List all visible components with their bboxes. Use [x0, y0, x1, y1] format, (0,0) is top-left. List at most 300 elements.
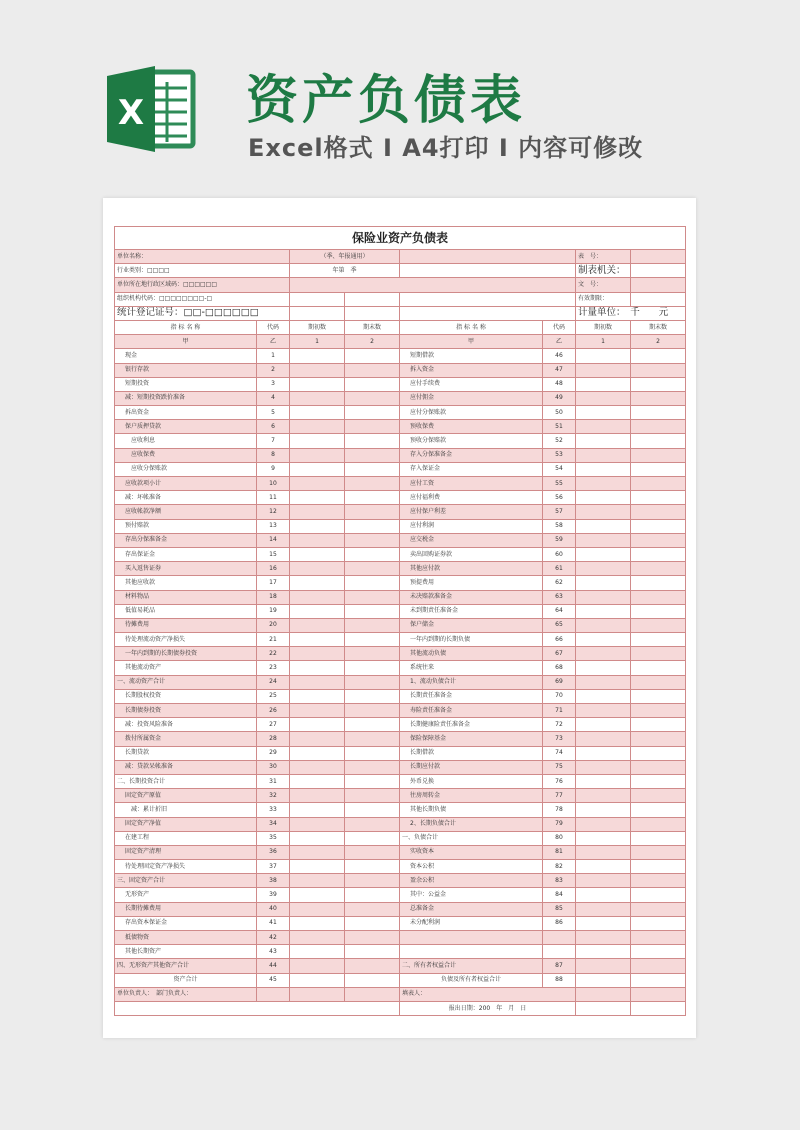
liability-item-label: 其他应付款 — [400, 562, 543, 576]
liability-begin-cell — [576, 789, 631, 803]
asset-item-label: 其他长期资产 — [115, 945, 257, 959]
asset-begin-cell — [290, 618, 345, 632]
asset-item-code: 12 — [257, 505, 290, 519]
liability-item-label: 短期借款 — [400, 349, 543, 363]
header-one-right: 1 — [576, 335, 631, 349]
asset-begin-cell — [290, 718, 345, 732]
asset-item-label: 固定资产净值 — [115, 817, 257, 831]
table-row — [115, 916, 686, 930]
liability-end-cell — [631, 704, 686, 718]
liability-item-label: 寿险责任准备金 — [400, 704, 543, 718]
liability-end-cell — [631, 391, 686, 405]
liability-item-label: 其中：公益金 — [400, 888, 543, 902]
template-banner — [0, 0, 800, 185]
asset-end-cell — [345, 647, 400, 661]
liability-begin-cell — [576, 888, 631, 902]
liability-item-label: 存入保证金 — [400, 462, 543, 476]
asset-end-cell — [345, 477, 400, 491]
liability-begin-cell — [576, 973, 631, 987]
asset-begin-cell — [290, 689, 345, 703]
asset-item-label: 长期待摊费用 — [115, 902, 257, 916]
liability-begin-cell — [576, 931, 631, 945]
asset-begin-cell — [290, 477, 345, 491]
liability-end-cell — [631, 959, 686, 973]
org-code-label: 组织机构代码：□□□□□□□□-□ — [115, 292, 290, 306]
liability-begin-cell — [576, 774, 631, 788]
asset-begin-cell — [290, 973, 345, 987]
header-begin-left: 期初数 — [290, 320, 345, 334]
header-two-right: 2 — [631, 335, 686, 349]
liability-item-code: 84 — [543, 888, 576, 902]
liability-begin-cell — [576, 533, 631, 547]
liability-begin-cell — [576, 519, 631, 533]
header-yi-right: 乙 — [543, 335, 576, 349]
asset-item-label: 长期贷款 — [115, 746, 257, 760]
liability-item-label — [400, 945, 543, 959]
liability-begin-cell — [576, 349, 631, 363]
liability-item-code: 86 — [543, 916, 576, 930]
asset-item-label: 资产合计 — [115, 973, 257, 987]
asset-item-code: 33 — [257, 803, 290, 817]
asset-item-label: 减：贷款呆帐准备 — [115, 760, 257, 774]
table-row — [115, 718, 686, 732]
asset-item-code: 38 — [257, 874, 290, 888]
liability-begin-cell — [576, 803, 631, 817]
asset-item-label: 应收利息 — [115, 434, 257, 448]
table-row — [115, 406, 686, 420]
doc-no-label: 文 号： — [576, 278, 631, 292]
liability-begin-cell — [576, 491, 631, 505]
header-yi-left: 乙 — [257, 335, 290, 349]
asset-begin-cell — [290, 888, 345, 902]
liability-end-cell — [631, 590, 686, 604]
asset-end-cell — [345, 916, 400, 930]
liability-begin-cell — [576, 406, 631, 420]
liability-item-code: 78 — [543, 803, 576, 817]
table-row — [115, 845, 686, 859]
liability-item-label: 其他长期负债 — [400, 803, 543, 817]
liability-item-label — [400, 931, 543, 945]
liability-end-cell — [631, 973, 686, 987]
liability-item-code — [543, 945, 576, 959]
header-begin-right: 期初数 — [576, 320, 631, 334]
liability-item-label: 应付分保账款 — [400, 406, 543, 420]
asset-begin-cell — [290, 902, 345, 916]
asset-begin-cell — [290, 448, 345, 462]
liability-item-code: 69 — [543, 675, 576, 689]
liability-end-cell — [631, 945, 686, 959]
asset-item-code: 40 — [257, 902, 290, 916]
asset-begin-cell — [290, 845, 345, 859]
liability-begin-cell — [576, 462, 631, 476]
liability-item-label: 资本公积 — [400, 860, 543, 874]
asset-begin-cell — [290, 661, 345, 675]
asset-end-cell — [345, 533, 400, 547]
asset-end-cell — [345, 888, 400, 902]
asset-begin-cell — [290, 547, 345, 561]
liability-begin-cell — [576, 902, 631, 916]
stat-reg-label: 统计登记证号：□□-□□□□□□ — [115, 306, 290, 320]
header-code-left: 代码 — [257, 320, 290, 334]
asset-begin-cell — [290, 945, 345, 959]
table-row — [115, 633, 686, 647]
asset-item-code: 30 — [257, 760, 290, 774]
header-jia-right: 甲 — [400, 335, 543, 349]
liability-item-code: 83 — [543, 874, 576, 888]
asset-item-code: 3 — [257, 377, 290, 391]
asset-item-code: 29 — [257, 746, 290, 760]
liability-end-cell — [631, 576, 686, 590]
table-row — [115, 420, 686, 434]
liability-item-label: 预收保费 — [400, 420, 543, 434]
liability-item-code: 52 — [543, 434, 576, 448]
asset-end-cell — [345, 576, 400, 590]
liability-end-cell — [631, 604, 686, 618]
asset-begin-cell — [290, 576, 345, 590]
liability-begin-cell — [576, 633, 631, 647]
asset-end-cell — [345, 732, 400, 746]
asset-begin-cell — [290, 391, 345, 405]
liability-item-code: 82 — [543, 860, 576, 874]
table-row — [115, 462, 686, 476]
asset-begin-cell — [290, 349, 345, 363]
asset-end-cell — [345, 562, 400, 576]
asset-item-label: 四、无形资产其他资产合计 — [115, 959, 257, 973]
liability-end-cell — [631, 491, 686, 505]
liability-item-label: 应付工资 — [400, 477, 543, 491]
liability-item-code: 80 — [543, 831, 576, 845]
asset-end-cell — [345, 519, 400, 533]
asset-end-cell — [345, 391, 400, 405]
liability-end-cell — [631, 760, 686, 774]
table-row — [115, 477, 686, 491]
liability-end-cell — [631, 519, 686, 533]
liability-item-label: 长期健康险责任准备金 — [400, 718, 543, 732]
table-row — [115, 647, 686, 661]
banner-title: 资产负债表 — [246, 71, 527, 131]
asset-item-label: 待处理流动资产净损失 — [115, 633, 257, 647]
asset-item-label: 保户质押贷款 — [115, 420, 257, 434]
asset-begin-cell — [290, 533, 345, 547]
asset-end-cell — [345, 491, 400, 505]
liability-item-label: 往房周转金 — [400, 789, 543, 803]
table-row — [115, 874, 686, 888]
liability-end-cell — [631, 902, 686, 916]
asset-item-code: 34 — [257, 817, 290, 831]
asset-item-label: 一年内到期的长期债券投资 — [115, 647, 257, 661]
filler-label: 填表人： — [400, 987, 576, 1001]
liability-end-cell — [631, 349, 686, 363]
liability-begin-cell — [576, 746, 631, 760]
liability-begin-cell — [576, 817, 631, 831]
asset-begin-cell — [290, 505, 345, 519]
asset-item-label: 无形资产 — [115, 888, 257, 902]
asset-item-label: 材料物品 — [115, 590, 257, 604]
asset-end-cell — [345, 618, 400, 632]
liability-end-cell — [631, 406, 686, 420]
liability-begin-cell — [576, 874, 631, 888]
table-row — [115, 789, 686, 803]
asset-end-cell — [345, 675, 400, 689]
liability-item-code: 60 — [543, 547, 576, 561]
liability-item-label: 应付福利费 — [400, 491, 543, 505]
asset-end-cell — [345, 803, 400, 817]
asset-item-code: 44 — [257, 959, 290, 973]
asset-begin-cell — [290, 746, 345, 760]
table-row — [115, 860, 686, 874]
liability-begin-cell — [576, 505, 631, 519]
liability-item-label: 长期借款 — [400, 746, 543, 760]
asset-item-label: 长期股权投资 — [115, 689, 257, 703]
liability-end-cell — [631, 774, 686, 788]
asset-item-label: 固定资产清理 — [115, 845, 257, 859]
liability-end-cell — [631, 505, 686, 519]
liability-item-code: 66 — [543, 633, 576, 647]
table-row — [115, 590, 686, 604]
liability-item-label: 保户储金 — [400, 618, 543, 632]
liability-item-label: 外币兑换 — [400, 774, 543, 788]
table-row — [115, 973, 686, 987]
asset-item-label: 应收分保账款 — [115, 462, 257, 476]
liability-end-cell — [631, 916, 686, 930]
asset-begin-cell — [290, 377, 345, 391]
liability-end-cell — [631, 661, 686, 675]
asset-item-label: 三、固定资产合计 — [115, 874, 257, 888]
table-row — [115, 661, 686, 675]
asset-item-label: 减：累计折旧 — [115, 803, 257, 817]
asset-begin-cell — [290, 491, 345, 505]
asset-item-code: 20 — [257, 618, 290, 632]
asset-item-label: 现金 — [115, 349, 257, 363]
asset-item-label: 拨付所属资金 — [115, 732, 257, 746]
table-row — [115, 732, 686, 746]
asset-end-cell — [345, 704, 400, 718]
liability-end-cell — [631, 845, 686, 859]
asset-item-code: 36 — [257, 845, 290, 859]
asset-item-label: 预付赔款 — [115, 519, 257, 533]
liability-item-code: 54 — [543, 462, 576, 476]
liability-item-label: 应付保户利差 — [400, 505, 543, 519]
table-row — [115, 817, 686, 831]
asset-item-label: 二、长期投资合计 — [115, 774, 257, 788]
asset-item-code: 22 — [257, 647, 290, 661]
liability-item-code: 81 — [543, 845, 576, 859]
liability-item-code: 70 — [543, 689, 576, 703]
table-row — [115, 675, 686, 689]
liability-begin-cell — [576, 732, 631, 746]
asset-begin-cell — [290, 817, 345, 831]
liability-end-cell — [631, 477, 686, 491]
asset-item-code: 7 — [257, 434, 290, 448]
asset-item-label: 减：短期投资跌价准备 — [115, 391, 257, 405]
liability-item-code: 47 — [543, 363, 576, 377]
liability-begin-cell — [576, 434, 631, 448]
liability-item-code: 59 — [543, 533, 576, 547]
table-row — [115, 618, 686, 632]
asset-end-cell — [345, 420, 400, 434]
liability-end-cell — [631, 874, 686, 888]
sheet-title: 保险业资产负债表 — [115, 227, 686, 250]
liability-begin-cell — [576, 477, 631, 491]
asset-begin-cell — [290, 959, 345, 973]
table-row — [115, 434, 686, 448]
header-end-left: 期末数 — [345, 320, 400, 334]
asset-end-cell — [345, 377, 400, 391]
header-end-right: 期末数 — [631, 320, 686, 334]
asset-end-cell — [345, 931, 400, 945]
asset-item-code: 1 — [257, 349, 290, 363]
asset-item-code: 41 — [257, 916, 290, 930]
asset-item-code: 9 — [257, 462, 290, 476]
asset-item-code: 19 — [257, 604, 290, 618]
table-row — [115, 562, 686, 576]
asset-end-cell — [345, 845, 400, 859]
liability-item-label: 预提费用 — [400, 576, 543, 590]
asset-begin-cell — [290, 462, 345, 476]
header-one-left: 1 — [290, 335, 345, 349]
asset-end-cell — [345, 973, 400, 987]
liability-begin-cell — [576, 363, 631, 377]
table-row — [115, 803, 686, 817]
asset-end-cell — [345, 959, 400, 973]
asset-end-cell — [345, 689, 400, 703]
asset-item-code: 25 — [257, 689, 290, 703]
region-code-label: 单位所在地行政区域码：□□□□□□ — [115, 278, 290, 292]
liability-end-cell — [631, 434, 686, 448]
asset-begin-cell — [290, 732, 345, 746]
liability-item-code: 58 — [543, 519, 576, 533]
liability-begin-cell — [576, 860, 631, 874]
document-page — [103, 198, 696, 1038]
asset-end-cell — [345, 633, 400, 647]
asset-begin-cell — [290, 760, 345, 774]
asset-item-label: 其他应收款 — [115, 576, 257, 590]
liability-item-label: 预收分保赔款 — [400, 434, 543, 448]
asset-begin-cell — [290, 774, 345, 788]
liability-item-code: 51 — [543, 420, 576, 434]
liability-item-label: 一、负债合计 — [400, 831, 543, 845]
liability-item-code: 79 — [543, 817, 576, 831]
liability-item-label: 应交税金 — [400, 533, 543, 547]
liability-begin-cell — [576, 831, 631, 845]
liability-item-label: 负债及所有者权益合计 — [400, 973, 543, 987]
asset-item-label: 待处理固定资产净损失 — [115, 860, 257, 874]
period-note: （季、年报通用） — [290, 250, 400, 264]
liability-item-code: 49 — [543, 391, 576, 405]
asset-end-cell — [345, 462, 400, 476]
table-row — [115, 576, 686, 590]
liability-end-cell — [631, 888, 686, 902]
liability-item-label: 拆入资金 — [400, 363, 543, 377]
header-jia-left: 甲 — [115, 335, 257, 349]
asset-begin-cell — [290, 803, 345, 817]
asset-item-code: 13 — [257, 519, 290, 533]
asset-item-code: 18 — [257, 590, 290, 604]
liability-end-cell — [631, 462, 686, 476]
asset-item-code: 8 — [257, 448, 290, 462]
liability-item-code: 68 — [543, 661, 576, 675]
table-row — [115, 391, 686, 405]
table-row — [115, 363, 686, 377]
liability-begin-cell — [576, 618, 631, 632]
asset-end-cell — [345, 718, 400, 732]
liability-begin-cell — [576, 590, 631, 604]
asset-end-cell — [345, 831, 400, 845]
liability-item-code: 72 — [543, 718, 576, 732]
liability-item-label: 长期责任准备金 — [400, 689, 543, 703]
liability-end-cell — [631, 746, 686, 760]
liability-end-cell — [631, 831, 686, 845]
liability-item-label: 未到期责任准备金 — [400, 604, 543, 618]
liability-item-code: 85 — [543, 902, 576, 916]
asset-end-cell — [345, 505, 400, 519]
liability-end-cell — [631, 420, 686, 434]
liability-begin-cell — [576, 959, 631, 973]
liability-begin-cell — [576, 916, 631, 930]
asset-end-cell — [345, 860, 400, 874]
liability-end-cell — [631, 448, 686, 462]
liability-end-cell — [631, 618, 686, 632]
asset-item-label: 存出保证金 — [115, 547, 257, 561]
liability-item-label: 未决赔款准备金 — [400, 590, 543, 604]
asset-item-label: 在建工程 — [115, 831, 257, 845]
asset-item-label: 存出分保准备金 — [115, 533, 257, 547]
liability-item-code: 67 — [543, 647, 576, 661]
liability-item-code — [543, 931, 576, 945]
table-row — [115, 902, 686, 916]
asset-end-cell — [345, 434, 400, 448]
liability-begin-cell — [576, 661, 631, 675]
asset-item-code: 43 — [257, 945, 290, 959]
asset-item-label: 待摊费用 — [115, 618, 257, 632]
asset-item-label: 长期债券投资 — [115, 704, 257, 718]
asset-end-cell — [345, 406, 400, 420]
asset-begin-cell — [290, 420, 345, 434]
table-row — [115, 931, 686, 945]
liability-begin-cell — [576, 945, 631, 959]
liability-end-cell — [631, 633, 686, 647]
liability-item-label: 二、所有者权益合计 — [400, 959, 543, 973]
asset-item-code: 6 — [257, 420, 290, 434]
liability-end-cell — [631, 732, 686, 746]
table-row — [115, 746, 686, 760]
asset-item-code: 17 — [257, 576, 290, 590]
liability-begin-cell — [576, 647, 631, 661]
asset-item-label: 银行存款 — [115, 363, 257, 377]
asset-begin-cell — [290, 633, 345, 647]
asset-item-code: 45 — [257, 973, 290, 987]
asset-begin-cell — [290, 590, 345, 604]
liability-end-cell — [631, 803, 686, 817]
liability-item-code: 53 — [543, 448, 576, 462]
table-row — [115, 959, 686, 973]
asset-end-cell — [345, 760, 400, 774]
asset-begin-cell — [290, 562, 345, 576]
table-row — [115, 888, 686, 902]
valid-period-label: 有效期限： — [576, 292, 631, 306]
excel-logo-icon — [103, 62, 197, 156]
liability-end-cell — [631, 718, 686, 732]
liability-end-cell — [631, 860, 686, 874]
asset-end-cell — [345, 902, 400, 916]
liability-end-cell — [631, 675, 686, 689]
asset-item-code: 15 — [257, 547, 290, 561]
table-row — [115, 689, 686, 703]
liability-item-code: 57 — [543, 505, 576, 519]
asset-item-code: 24 — [257, 675, 290, 689]
liability-item-code: 48 — [543, 377, 576, 391]
asset-item-label: 拆出资金 — [115, 406, 257, 420]
